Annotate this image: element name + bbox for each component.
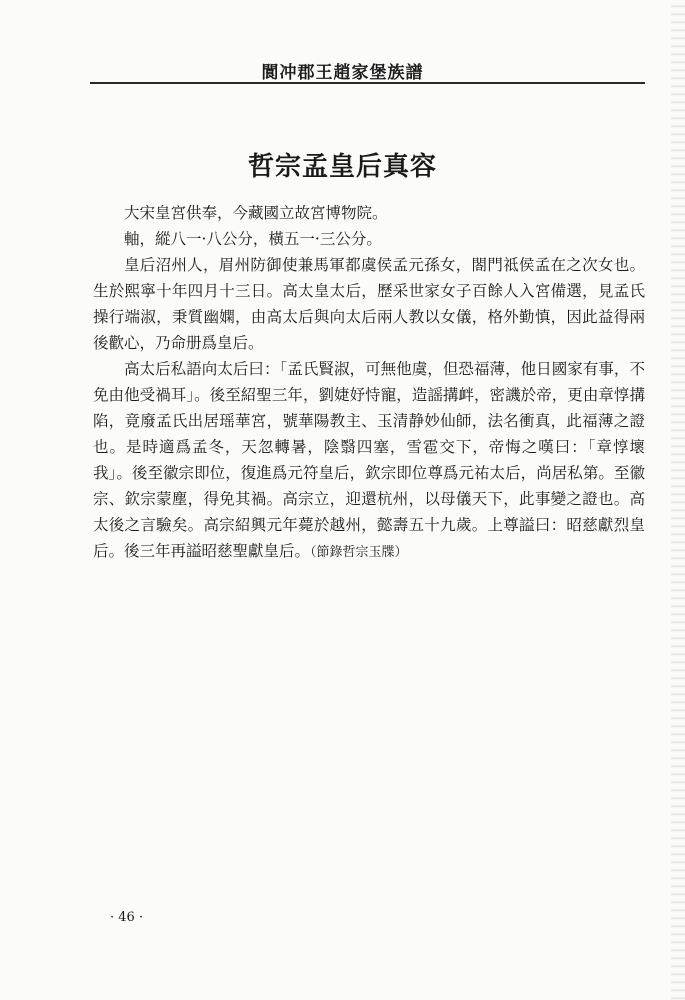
page-number: · 46 ·	[110, 910, 144, 925]
citation: （節錄哲宗玉牒）	[310, 545, 408, 560]
body-text	[93, 200, 645, 566]
running-header: 閬冲郡王趙家堡族譜	[261, 63, 424, 83]
paragraph-history-text: 高太后私語向太后曰：「孟氏賢淑，可無他虞，但恐福薄，他日國家有事，不免由他受禍耳」。後至紹聖三年，劉婕妤恃寵，造謡搆衅，密譏於帝，更由章惇搆陷，竟廢孟氏出居瑶華宮，號華陽教主、玉清静妙仙師，法名衝真，此福薄之證也。是時適爲孟冬，天忽轉暑，陰翳四塞，雪雹交下，帝悔之嘆曰：「章惇壞我」。後至徽宗即位，復進爲元符皇后，欽宗即位尊爲元祐太后，尚居私第。至徽宗、欽宗蒙塵，得免其禍。高宗立，迎還杭州，以母儀天下，此事變之證也。高太後之言驗矣。高宗紹興元年薨於越州，懿壽五十九歲。上尊謚曰：昭慈獻烈皇后。後三年再謚昭慈聖獻皇后。	[93, 360, 645, 560]
paragraph-biography: 皇后沼州人，眉州防御使兼馬軍都虞侯孟元孫女，閤門祗侯孟在之次女也。生於熙寧十年四月十三日。高太皇太后，歷采世家女子百餘人入宮備選，見孟氏操行端淑，秉質幽嫻，由高太后與向太后兩人教以女儀，格外勤慎，因此益得兩後歡心，乃命册爲皇后。	[93, 256, 645, 352]
page-title: 哲宗孟皇后真容	[247, 152, 437, 182]
paragraph-history	[93, 356, 645, 566]
paragraph-dimensions: 軸，縱八一·八公分，橫五一·三公分。	[124, 230, 382, 248]
paragraph-provenance: 大宋皇宮供奉，今藏國立故宮博物院。	[124, 204, 388, 222]
header-rule	[90, 82, 645, 84]
